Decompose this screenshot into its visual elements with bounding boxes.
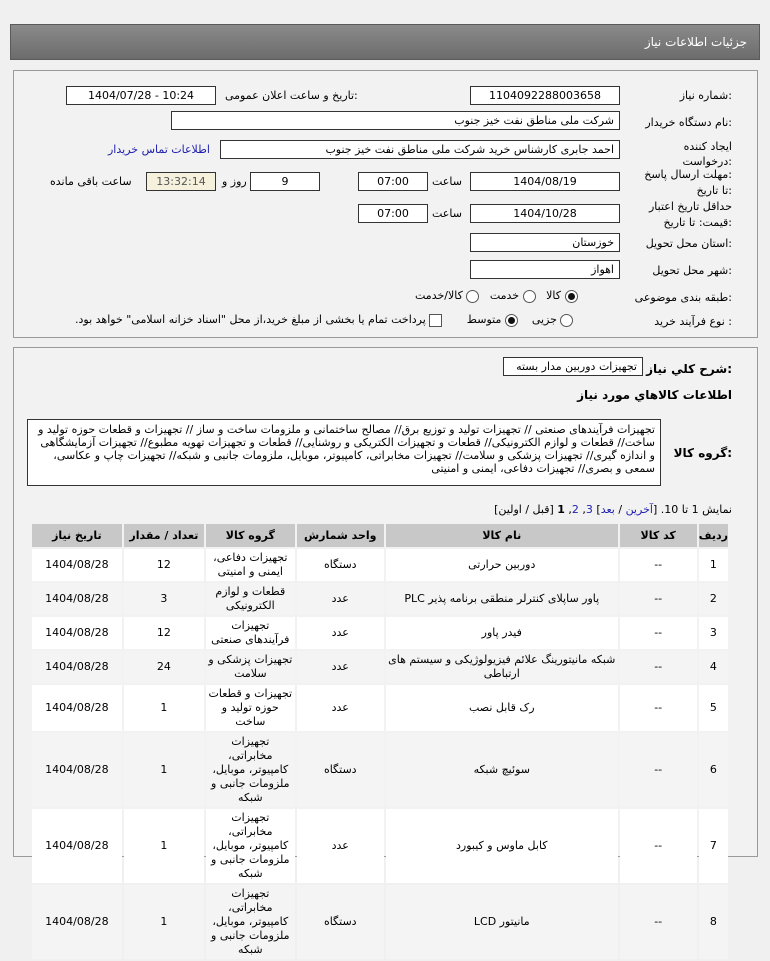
remaining-label: ساعت باقی مانده — [50, 175, 132, 188]
table-row — [32, 617, 728, 649]
buyer-field: شرکت ملی مناطق نفت خیز جنوب — [171, 111, 620, 130]
col-unit: واحد شمارش — [297, 524, 384, 547]
category-goods-label: کالا — [546, 289, 561, 302]
announce-field: 1404/07/28 - 10:24 — [66, 86, 216, 105]
cell-need-date: 1404/08/28 — [32, 549, 122, 581]
cell-item-name: مانیتور LCD — [386, 885, 618, 959]
cell-quantity: 1 — [124, 885, 204, 959]
cell-item-code: -- — [620, 685, 697, 731]
table-row — [32, 733, 728, 807]
cell-row-number: 1 — [699, 549, 728, 581]
announce-label: تاریخ و ساعت اعلان عمومی: — [225, 89, 358, 102]
cell-item-group: تجهیزات مخابراتی، کامپیوتر، موبایل، ملزومات جانبی و شبکه — [206, 809, 295, 883]
category-goods-service-label: کالا/خدمت — [415, 289, 463, 302]
cell-item-group: تجهیزات مخابراتی، کامپیوتر، موبایل، ملزومات جانبی و شبکه — [206, 733, 295, 807]
pager-page-2[interactable]: 2 — [571, 503, 579, 516]
pager-prev-first: [قبل / اولین] — [494, 503, 554, 516]
cell-unit: عدد — [297, 651, 384, 683]
summary-label: شرح کلي نياز: — [646, 362, 732, 376]
cell-unit: عدد — [297, 583, 384, 615]
validity-time-label: ساعت — [432, 207, 462, 220]
deadline-time-label: ساعت — [432, 175, 462, 188]
table-row — [32, 885, 728, 959]
cell-item-code: -- — [620, 885, 697, 959]
cell-row-number: 6 — [699, 733, 728, 807]
cell-item-name: پاور ساپلای کنترلر منطقی برنامه پذیر PLC — [386, 583, 618, 615]
deadline-time-field: 07:00 — [358, 172, 428, 191]
pager-prefix: نمایش 1 تا 10. [ — [652, 503, 732, 516]
table-row — [32, 651, 728, 683]
cell-item-name: فیدر پاور — [386, 617, 618, 649]
pager-page-1-current: 1 — [557, 503, 565, 516]
cell-item-code: -- — [620, 617, 697, 649]
cell-item-code: -- — [620, 809, 697, 883]
goods-info-title: اطلاعات کالاهاي مورد نياز — [577, 388, 732, 402]
pager-sep: / — [614, 503, 626, 516]
cell-item-group: تجهیزات فرآیندهای صنعتی — [206, 617, 295, 649]
summary-field: تجهیزات دوربین مدار بسته — [503, 357, 643, 376]
cell-quantity: 1 — [124, 733, 204, 807]
validity-label-2: قیمت: تا تاریخ: — [663, 216, 732, 229]
page-title: جزئیات اطلاعات نیاز — [644, 35, 747, 49]
table-row — [32, 583, 728, 615]
col-qty: تعداد / مقدار — [124, 524, 204, 547]
city-label: شهر محل تحویل: — [652, 264, 732, 277]
cell-row-number: 5 — [699, 685, 728, 731]
page-header — [10, 24, 760, 60]
cell-item-group: تجهیزات پزشکی و سلامت — [206, 651, 295, 683]
table-row — [32, 809, 728, 883]
cell-row-number: 7 — [699, 809, 728, 883]
category-service-label: خدمت — [489, 289, 520, 302]
province-label: استان محل تحویل: — [645, 237, 732, 250]
cell-unit: عدد — [297, 685, 384, 731]
col-row: ردیف — [699, 524, 728, 547]
cell-unit: دستگاه — [297, 885, 384, 959]
cell-item-group: تجهیزات و قطعات حوزه تولید و ساخت — [206, 685, 295, 731]
contact-buyer-link[interactable]: اطلاعات تماس خریدار — [108, 143, 210, 156]
process-radio-minor[interactable] — [560, 314, 573, 327]
cell-row-number: 8 — [699, 885, 728, 959]
cell-need-date: 1404/08/28 — [32, 733, 122, 807]
pager-last-link[interactable]: آخرین — [625, 503, 653, 516]
category-radio-service[interactable] — [523, 290, 536, 303]
validity-label-1: حداقل تاریخ اعتبار — [648, 200, 732, 213]
days-label: روز و — [222, 175, 247, 188]
cell-unit: عدد — [297, 617, 384, 649]
category-radio-group — [415, 289, 578, 303]
city-field: اهواز — [470, 260, 620, 279]
need-number-label: شماره نیاز: — [679, 89, 732, 102]
creator-label-1: ایجاد کننده — [683, 140, 732, 153]
cell-item-code: -- — [620, 583, 697, 615]
cell-row-number: 4 — [699, 651, 728, 683]
cell-unit: عدد — [297, 809, 384, 883]
cell-item-group: قطعات و لوازم الکترونیکی — [206, 583, 295, 615]
pager-next-link[interactable]: بعد — [600, 503, 615, 516]
deadline-date-field: 1404/08/19 — [470, 172, 620, 191]
table-row — [32, 549, 728, 581]
group-field: تجهیزات فرآیندهای صنعتی // تجهیزات تولید و توزیع برق// مصالح ساختمانی و ملزومات ساخت و ساز // تجهیزات و قطعات حوزه تولید و ساخت// قطعات و لوازم الکترونیکی// قطعات و تجهیزات الکتریکی و روشنایی// قطعات و تجهیزات تهویه مطبوع// تجهیزات آزمایشگاهی و اندازه گیری// تجهیزات پزشکی و سلامت// تجهیزات مخابراتی، کامپیوتر، موبایل، ملزومات جانبی و شبکه// تجهیزات چاپ و عکاسی، سمعی و بصری// تجهیزات دفاعی، ایمنی و امنیتی — [27, 419, 661, 486]
cell-row-number: 3 — [699, 617, 728, 649]
deadline-label-1: مهلت ارسال پاسخ: — [644, 168, 732, 181]
treasury-payment-checkbox[interactable] — [429, 314, 442, 327]
process-radio-medium[interactable] — [505, 314, 518, 327]
validity-date-field: 1404/10/28 — [470, 204, 620, 223]
cell-item-code: -- — [620, 549, 697, 581]
process-label: نوع فرآیند خرید : — [654, 315, 732, 328]
cell-need-date: 1404/08/28 — [32, 651, 122, 683]
category-radio-goods[interactable] — [565, 290, 578, 303]
cell-item-group: تجهیزات دفاعی، ایمنی و امنیتی — [206, 549, 295, 581]
cell-item-name: دوربین حرارتی — [386, 549, 618, 581]
cell-need-date: 1404/08/28 — [32, 685, 122, 731]
creator-label-2: درخواست: — [682, 155, 732, 168]
process-radio-group — [75, 313, 573, 327]
cell-item-code: -- — [620, 651, 697, 683]
cell-need-date: 1404/08/28 — [32, 885, 122, 959]
cell-item-name: کابل ماوس و کیبورد — [386, 809, 618, 883]
cell-quantity: 1 — [124, 809, 204, 883]
group-label: گروه کالا: — [673, 446, 732, 460]
pager-page-3[interactable]: 3 — [585, 503, 593, 516]
col-group: گروه کالا — [206, 524, 295, 547]
table-row — [32, 685, 728, 731]
cell-unit: دستگاه — [297, 549, 384, 581]
col-code: کد کالا — [620, 524, 697, 547]
cell-item-name: شبکه مانیتورینگ علائم فیزیولوژیکی و سیستم های ارتباطی — [386, 651, 618, 683]
cell-unit: دستگاه — [297, 733, 384, 807]
cell-item-name: سوئیچ شبکه — [386, 733, 618, 807]
remaining-time-field: 13:32:14 — [146, 172, 216, 191]
category-label: طبقه بندی موضوعی: — [634, 291, 732, 304]
cell-row-number: 2 — [699, 583, 728, 615]
treasury-payment-note: پرداخت تمام یا بخشی از مبلغ خرید،از محل "اسناد خزانه اسلامی" خواهد بود. — [75, 313, 426, 326]
col-date: تاریخ نیاز — [32, 524, 122, 547]
cell-item-group: تجهیزات مخابراتی، کامپیوتر، موبایل، ملزومات جانبی و شبکه — [206, 885, 295, 959]
cell-need-date: 1404/08/28 — [32, 617, 122, 649]
goods-table — [30, 522, 730, 961]
pager: نمایش 1 تا 10. [آخرین / بعد] 3, 2, 1 [قبل / اولین] — [494, 503, 732, 516]
cell-item-code: -- — [620, 733, 697, 807]
cell-item-name: رک قابل نصب — [386, 685, 618, 731]
process-minor-label: جزیی — [531, 313, 557, 326]
validity-time-field: 07:00 — [358, 204, 428, 223]
creator-field: احمد جابری کارشناس خرید شرکت ملی مناطق نفت خیز جنوب — [220, 140, 620, 159]
cell-quantity: 1 — [124, 685, 204, 731]
pager-close: ] — [596, 503, 601, 516]
deadline-label-2: تا تاریخ: — [696, 184, 732, 197]
cell-need-date: 1404/08/28 — [32, 583, 122, 615]
days-field: 9 — [250, 172, 320, 191]
buyer-label: نام دستگاه خریدار: — [645, 116, 732, 129]
province-field: خوزستان — [470, 233, 620, 252]
cell-quantity: 12 — [124, 617, 204, 649]
category-radio-goods-service[interactable] — [466, 290, 479, 303]
cell-quantity: 12 — [124, 549, 204, 581]
need-number-field: 1104092288003658 — [470, 86, 620, 105]
cell-need-date: 1404/08/28 — [32, 809, 122, 883]
cell-quantity: 3 — [124, 583, 204, 615]
col-name: نام کالا — [386, 524, 618, 547]
process-medium-label: متوسط — [466, 313, 502, 326]
cell-quantity: 24 — [124, 651, 204, 683]
